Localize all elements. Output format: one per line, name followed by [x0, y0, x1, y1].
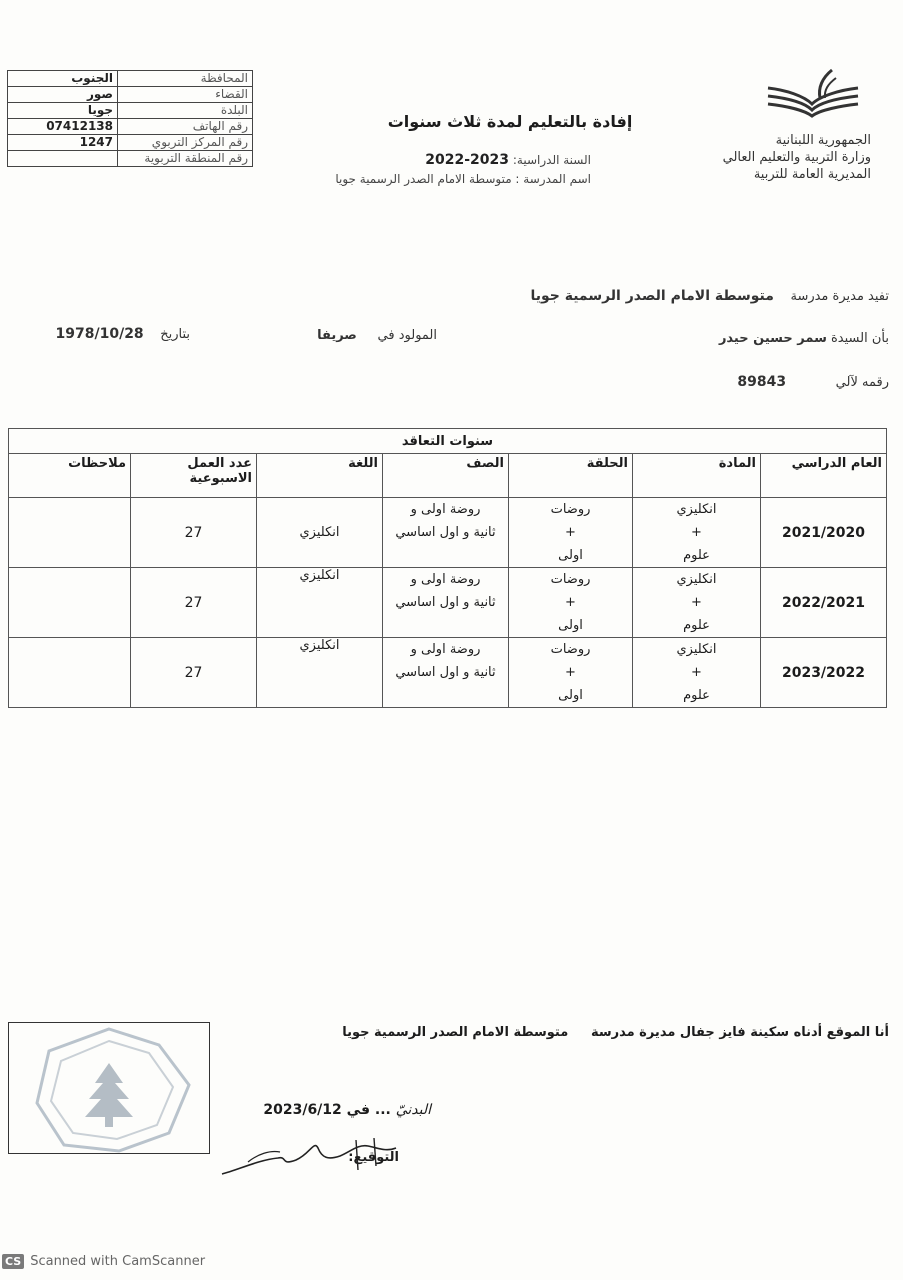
date-label: بتاريخ: [160, 327, 190, 342]
place-date-line: البدنيّ ... في 2023/6/12: [263, 1102, 431, 1118]
table-row: [9, 638, 887, 708]
info-row: [8, 151, 253, 167]
cell-line: انكليزي: [676, 502, 717, 517]
in-label: في: [346, 1102, 370, 1118]
intro-line: [530, 288, 889, 304]
language-cell: انكليزي: [257, 568, 383, 638]
cell-line: علوم: [683, 618, 710, 633]
dob-line: [56, 326, 190, 342]
undersigned-line: [342, 1025, 889, 1040]
camscanner-logo-icon: CS: [2, 1254, 24, 1269]
hours-cell: 27: [131, 568, 257, 638]
year-cell: 2022/2021: [761, 568, 887, 638]
cell-line: ثانية و اول اساسي: [395, 525, 496, 540]
cell-line: علوم: [683, 688, 710, 703]
hours-cell: 27: [131, 498, 257, 568]
column-header: العام الدراسي: [761, 454, 887, 498]
subject-cell: [633, 638, 761, 708]
signature-label: التوقيع:: [348, 1150, 399, 1165]
info-label: البلدة: [118, 103, 253, 119]
info-value: [8, 151, 118, 167]
cell-line: انكليزي: [676, 572, 717, 587]
cycle-cell: [509, 498, 633, 568]
camscanner-text: Scanned with CamScanner: [30, 1254, 206, 1269]
cell-line: +: [565, 595, 576, 610]
cycle-cell: [509, 568, 633, 638]
cell-line: +: [691, 595, 702, 610]
ministry-line-3: المديرية العامة للتربية: [753, 167, 871, 182]
official-stamp-icon: [9, 1023, 209, 1153]
cell-line: علوم: [683, 548, 710, 563]
intro-label: تفيد مديرة مدرسة: [790, 289, 889, 304]
cell-line: روضة اولى و: [410, 502, 481, 517]
year-label: السنة الدراسية:: [512, 153, 591, 167]
born-line: [317, 328, 437, 343]
info-label: القضاء: [118, 87, 253, 103]
cell-line: اولى: [558, 618, 583, 633]
info-label: المحافظة: [118, 71, 253, 87]
school-line: اسم المدرسة : متوسطة الامام الصدر الرسمية جويا: [335, 172, 591, 186]
info-box: [7, 70, 253, 167]
cell-line: +: [691, 525, 702, 540]
id-value: 89843: [737, 374, 787, 390]
class-cell: [383, 498, 509, 568]
info-value: 1247: [8, 135, 118, 151]
year-value: 2022-2023: [425, 152, 510, 168]
stamp-box: [8, 1022, 210, 1154]
span-header: سنوات التعاقد: [9, 429, 887, 454]
column-header: الصف: [383, 454, 509, 498]
cell-line: +: [565, 665, 576, 680]
born-label: المولود في: [377, 328, 437, 343]
cell-line: ثانية و اول اساسي: [395, 665, 496, 680]
sign-date: 2023/6/12: [263, 1102, 342, 1118]
lady-name: سمر حسين حيدر: [718, 331, 827, 346]
cell-line: +: [691, 665, 702, 680]
cell-line: ثانية و اول اساسي: [395, 595, 496, 610]
id-label: رقمه لآلي: [835, 375, 889, 390]
info-value: جويا: [8, 103, 118, 119]
camscanner-footer: [2, 1254, 205, 1269]
cell-line: روضة اولى و: [410, 642, 481, 657]
academic-year: [425, 152, 591, 168]
intro-school: متوسطة الامام الصدر الرسمية جويا: [530, 288, 774, 304]
notes-cell: [9, 638, 131, 708]
ministry-line-1: الجمهورية اللبنانية: [775, 133, 871, 148]
language-cell: انكليزي: [257, 498, 383, 568]
info-label: رقم المركز التربوي: [118, 135, 253, 151]
cell-line: روضة اولى و: [410, 572, 481, 587]
info-row: [8, 135, 253, 151]
document-title: إفادة بالتعليم لمدة ثلاث سنوات: [387, 112, 633, 131]
subject-cell: [633, 498, 761, 568]
info-row: [8, 103, 253, 119]
signature-scribble-icon: [218, 1130, 400, 1180]
hours-cell: 27: [131, 638, 257, 708]
info-value: 07412138: [8, 119, 118, 135]
table-row: [9, 498, 887, 568]
column-header: المادة: [633, 454, 761, 498]
column-header: عدد العمل الاسبوعية: [131, 454, 257, 498]
subject-cell: [633, 568, 761, 638]
date-value: 1978/10/28: [55, 326, 144, 342]
info-value: الجنوب: [8, 71, 118, 87]
cell-line: اولى: [558, 548, 583, 563]
cycle-cell: [509, 638, 633, 708]
year-cell: 2023/2022: [761, 638, 887, 708]
cell-line: روضات: [550, 572, 591, 587]
column-header: ملاحظات: [9, 454, 131, 498]
ministry-logo-icon: [764, 68, 860, 118]
place-text: البدنيّ: [395, 1102, 431, 1118]
notes-cell: [9, 568, 131, 638]
ministry-line-2: وزارة التربية والتعليم العالي: [722, 150, 871, 165]
column-header: اللغة: [257, 454, 383, 498]
lady-line: [719, 331, 889, 346]
cell-line: +: [565, 525, 576, 540]
cell-line: روضات: [550, 502, 591, 517]
lady-label: بأن السيدة: [831, 331, 889, 346]
year-cell: 2021/2020: [761, 498, 887, 568]
info-value: صور: [8, 87, 118, 103]
ministry-header: [723, 132, 871, 183]
class-cell: [383, 638, 509, 708]
table-row: [9, 568, 887, 638]
info-row: [8, 87, 253, 103]
cell-line: اولى: [558, 688, 583, 703]
class-cell: [383, 568, 509, 638]
cell-line: انكليزي: [676, 642, 717, 657]
column-header: الحلقة: [509, 454, 633, 498]
info-row: [8, 71, 253, 87]
notes-cell: [9, 498, 131, 568]
language-cell: انكليزي: [257, 638, 383, 708]
undersigned-text: أنا الموقع أدناه سكينة فايز جفال مديرة مدرسة: [590, 1025, 889, 1040]
id-line: [737, 374, 889, 390]
born-place: صريفا: [317, 328, 357, 343]
info-row: [8, 119, 253, 135]
undersigned-school: متوسطة الامام الصدر الرسمية جويا: [342, 1025, 569, 1040]
contract-years-table: [8, 428, 887, 708]
info-label: رقم الهاتف: [118, 119, 253, 135]
cell-line: روضات: [550, 642, 591, 657]
info-label: رقم المنطقة التربوية: [118, 151, 253, 167]
